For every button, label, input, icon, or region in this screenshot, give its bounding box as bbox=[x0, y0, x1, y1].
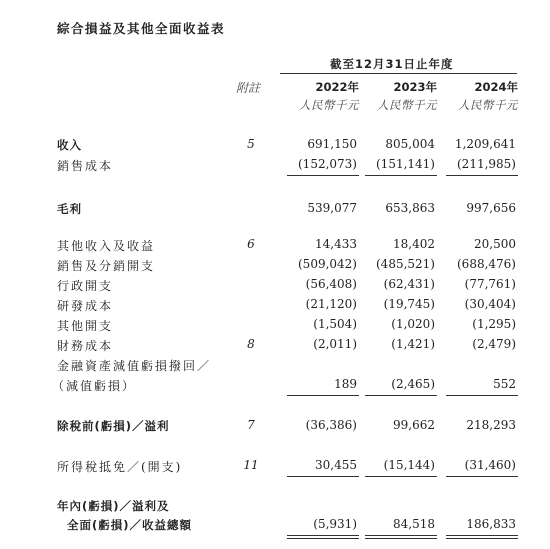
rnd-costs-2022: (21,120) bbox=[305, 297, 357, 311]
row-label-finance-costs: 財務成本 bbox=[57, 339, 114, 353]
row-label-profit-before-tax: 除稅前(虧損)／溢利 bbox=[57, 419, 170, 433]
subtotal-rule-2022 bbox=[287, 476, 359, 477]
unit-label-2024: 人民幣千元 bbox=[458, 98, 518, 112]
row-note-other-income: 6 bbox=[247, 237, 255, 251]
subtotal-rule-2023 bbox=[365, 476, 437, 477]
gross-profit-2023: 653,863 bbox=[385, 201, 435, 215]
row-label-selling-expenses: 銷售及分銷開支 bbox=[57, 259, 156, 273]
row-label-impairment-line1: 金融資產減值虧損撥回／ bbox=[57, 359, 212, 373]
subtotal-rule-2023 bbox=[365, 175, 437, 176]
profit-before-tax-2023: 99,662 bbox=[393, 418, 435, 432]
total-comprehensive-2024: 186,833 bbox=[466, 517, 516, 531]
row-label-cost-of-sales: 銷售成本 bbox=[57, 159, 114, 173]
cost-of-sales-2023: (151,141) bbox=[376, 157, 435, 171]
period-header-rule bbox=[280, 73, 517, 74]
subtotal-rule-2024 bbox=[446, 395, 518, 396]
row-label-revenue: 收入 bbox=[57, 138, 82, 152]
impairment-2023: (2,465) bbox=[391, 377, 435, 391]
row-note-profit-before-tax: 7 bbox=[247, 418, 255, 432]
selling-expenses-2023: (485,521) bbox=[376, 257, 435, 271]
total-comprehensive-2022: (5,931) bbox=[313, 517, 357, 531]
row-label-other-income: 其他收入及收益 bbox=[57, 239, 156, 253]
row-label-rnd-costs: 研發成本 bbox=[57, 299, 114, 313]
unit-label-2023: 人民幣千元 bbox=[377, 98, 437, 112]
row-label-total-line2: 全面(虧損)／收益總額 bbox=[67, 518, 193, 532]
finance-costs-2022: (2,011) bbox=[313, 337, 357, 351]
subtotal-rule-2022 bbox=[287, 395, 359, 396]
impairment-2022: 189 bbox=[334, 377, 357, 391]
rnd-costs-2024: (30,404) bbox=[464, 297, 516, 311]
cost-of-sales-2024: (211,985) bbox=[457, 157, 516, 171]
gross-profit-2024: 997,656 bbox=[466, 201, 516, 215]
row-label-impairment-line2: （減值虧損） bbox=[52, 379, 137, 393]
income-tax-2022: 30,455 bbox=[315, 458, 357, 472]
row-label-total-line1: 年內(虧損)／溢利及 bbox=[57, 499, 170, 513]
other-income-2023: 18,402 bbox=[393, 237, 435, 251]
finance-costs-2024: (2,479) bbox=[472, 337, 516, 351]
profit-before-tax-2022: (36,386) bbox=[305, 418, 357, 432]
other-income-2024: 20,500 bbox=[474, 237, 516, 251]
year-header-2022: 2022年 bbox=[315, 80, 359, 94]
total-double-rule-2023 bbox=[365, 535, 437, 539]
row-note-income-tax: 11 bbox=[243, 458, 259, 472]
other-expenses-2024: (1,295) bbox=[472, 317, 516, 331]
revenue-2024: 1,209,641 bbox=[454, 137, 516, 151]
row-label-gross-profit: 毛利 bbox=[57, 202, 82, 216]
row-label-income-tax: 所得稅抵免／(開支) bbox=[57, 460, 183, 474]
subtotal-rule-2024 bbox=[446, 175, 518, 176]
selling-expenses-2024: (688,476) bbox=[457, 257, 516, 271]
year-header-2023: 2023年 bbox=[393, 80, 437, 94]
row-note-revenue: 5 bbox=[247, 137, 255, 151]
row-label-other-expenses: 其他開支 bbox=[57, 319, 114, 333]
row-label-admin-expenses: 行政開支 bbox=[57, 279, 114, 293]
income-tax-2024: (31,460) bbox=[464, 458, 516, 472]
admin-expenses-2023: (62,431) bbox=[383, 277, 435, 291]
row-note-finance-costs: 8 bbox=[247, 337, 255, 351]
unit-label-2022: 人民幣千元 bbox=[299, 98, 359, 112]
income-tax-2023: (15,144) bbox=[383, 458, 435, 472]
other-income-2022: 14,433 bbox=[315, 237, 357, 251]
selling-expenses-2022: (509,042) bbox=[298, 257, 357, 271]
other-expenses-2022: (1,504) bbox=[313, 317, 357, 331]
total-double-rule-2022 bbox=[287, 535, 359, 539]
profit-before-tax-2024: 218,293 bbox=[466, 418, 516, 432]
subtotal-rule-2024 bbox=[446, 476, 518, 477]
cost-of-sales-2022: (152,073) bbox=[298, 157, 357, 171]
note-column-header: 附註 bbox=[236, 81, 261, 95]
gross-profit-2022: 539,077 bbox=[307, 201, 357, 215]
admin-expenses-2022: (56,408) bbox=[305, 277, 357, 291]
total-comprehensive-2023: 84,518 bbox=[393, 517, 435, 531]
admin-expenses-2024: (77,761) bbox=[464, 277, 516, 291]
revenue-2022: 691,150 bbox=[307, 137, 357, 151]
rnd-costs-2023: (19,745) bbox=[383, 297, 435, 311]
other-expenses-2023: (1,020) bbox=[391, 317, 435, 331]
revenue-2023: 805,004 bbox=[385, 137, 435, 151]
subtotal-rule-2022 bbox=[287, 175, 359, 176]
year-header-2024: 2024年 bbox=[474, 80, 518, 94]
statement-title: 綜合損益及其他全面收益表 bbox=[57, 21, 226, 36]
impairment-2024: 552 bbox=[493, 377, 516, 391]
total-double-rule-2024 bbox=[446, 535, 518, 539]
period-header: 截至12月31日止年度 bbox=[330, 57, 454, 71]
finance-costs-2023: (1,421) bbox=[391, 337, 435, 351]
subtotal-rule-2023 bbox=[365, 395, 437, 396]
